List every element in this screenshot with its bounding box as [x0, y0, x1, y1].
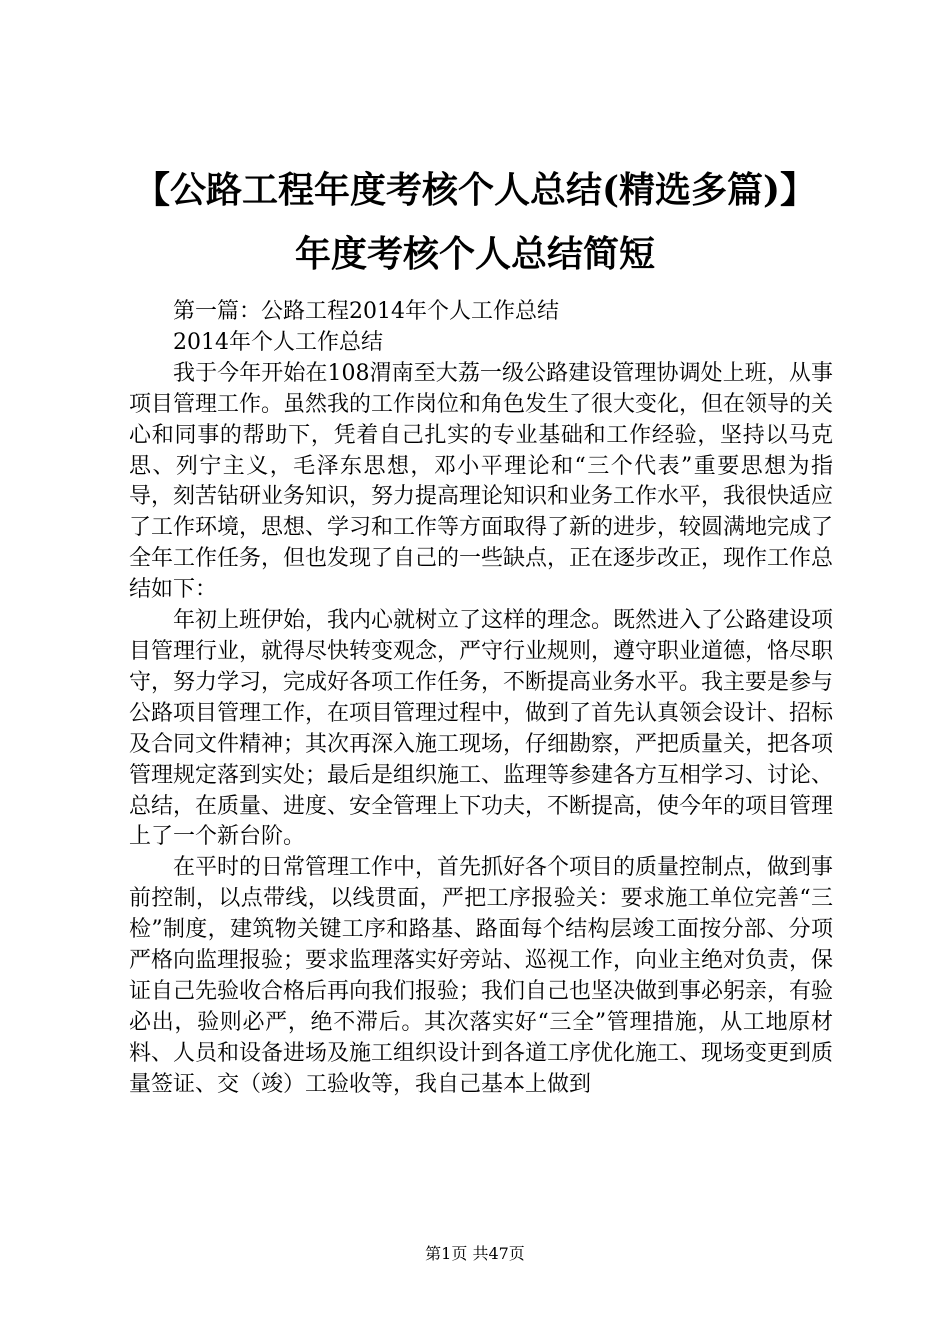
paragraph-1: 我于今年开始在108渭南至大荔一级公路建设管理协调处上班，从事项目管理工作。虽然我的工作岗位和角色发生了很大变化，但在领导的关心和同事的帮助下，凭着自己扎实的专业基础和工作经验，坚持以马克思、列宁主义，毛泽东思想，邓小平理论和“三个代表”重要思想为指导，刻苦钻研业务知识，努力提高理论知识和业务工作水平，我很快适应了工作环境，思想、学习和工作等方面取得了新的进步，较圆满地完成了全年工作任务，但也发现了自己的一些缺点，正在逐步改正，现作工作总结如下：	[129, 360, 834, 603]
paragraph-2: 年初上班伊始，我内心就树立了这样的理念。既然进入了公路建设项目管理行业，就得尽快转变观念，严守行业规则，遵守职业道德，恪尽职守，努力学习，完成好各项工作任务，不断提高业务水平。我主要是参与公路项目管理工作，在项目管理过程中，做到了首先认真领会设计、招标及合同文件精神；其次再深入施工现场，仔细勘察，严把质量关，把各项管理规定落到实处；最后是组织施工、监理等参建各方互相学习、讨论、总结，在质量、进度、安全管理上下功夫，不断提高，使今年的项目管理上了一个新台阶。	[129, 608, 834, 850]
sub-heading: 2014年个人工作总结	[173, 329, 383, 355]
paragraph-3: 在平时的日常管理工作中，首先抓好各个项目的质量控制点，做到事前控制，以点带线，以线贯面，严把工序报验关：要求施工单位完善“三检”制度，建筑物关键工序和路基、路面每个结构层竣工面按分部、分项严格向监理报验；要求监理落实好旁站、巡视工作，向业主绝对负责，保证自己先验收合格后再向我们报验；我们自己也坚决做到事必躬亲，有验必出，验则必严，绝不滞后。其次落实好“三全”管理措施，从工地原材料、人员和设备进场及施工组织设计到各道工序优化施工、现场变更到质量签证、交（竣）工验收等，我自己基本上做到	[129, 855, 834, 1097]
section-heading: 第一篇：公路工程2014年个人工作总结	[173, 299, 559, 324]
page-footer	[0, 1244, 950, 1264]
document-title: 【公路工程年度考核个人总结(精选多篇)】年度考核个人总结简短	[133, 169, 817, 275]
document-body	[129, 297, 833, 1101]
page-number: 第1页 共47页	[425, 1244, 525, 1263]
